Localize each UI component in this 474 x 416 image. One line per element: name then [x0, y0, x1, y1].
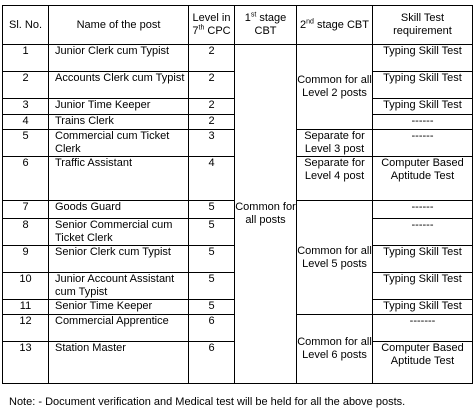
level-cell: 2	[189, 72, 235, 99]
level-cell: 5	[189, 273, 235, 300]
post-cell: Traffic Assistant	[49, 157, 189, 201]
level-cell: 5	[189, 300, 235, 315]
skill-cell: Typing Skill Test	[373, 300, 473, 315]
level-cell: 3	[189, 130, 235, 157]
header-level: Level in 7th CPC	[189, 6, 235, 45]
cbt2-level2-cell: Common for all Level 2 posts	[297, 45, 373, 130]
level-cell: 6	[189, 342, 235, 384]
skill-cell: ------	[373, 130, 473, 157]
cbt2-level3-cell: Separate for Level 3 post	[297, 130, 373, 157]
sl-cell: 6	[3, 157, 49, 201]
cbt1-common-cell: Common for all posts	[235, 45, 297, 384]
post-cell: Goods Guard	[49, 201, 189, 219]
level-cell: 6	[189, 315, 235, 342]
skill-cell: -------	[373, 315, 473, 342]
header-post: Name of the post	[49, 6, 189, 45]
header-cbt2: 2nd stage CBT	[297, 6, 373, 45]
level-cell: 4	[189, 157, 235, 201]
post-cell: Senior Time Keeper	[49, 300, 189, 315]
cbt2-level4-cell: Separate for Level 4 post	[297, 157, 373, 201]
sl-cell: 7	[3, 201, 49, 219]
skill-cell: ------	[373, 115, 473, 130]
table-row	[3, 45, 473, 72]
post-cell: Junior Account Assistant cum Typist	[49, 273, 189, 300]
skill-cell: ------	[373, 219, 473, 246]
sl-cell: 4	[3, 115, 49, 130]
sl-cell: 11	[3, 300, 49, 315]
posts-table	[2, 5, 473, 384]
post-cell: Station Master	[49, 342, 189, 384]
post-cell: Junior Clerk cum Typist	[49, 45, 189, 72]
level-cell: 5	[189, 246, 235, 273]
level-cell: 2	[189, 99, 235, 115]
sl-cell: 1	[3, 45, 49, 72]
skill-cell: Typing Skill Test	[373, 72, 473, 99]
sl-cell: 12	[3, 315, 49, 342]
footnote: Note: - Document verification and Medical test will be held for all the above posts.	[9, 396, 406, 408]
cbt2-level6-cell: Common for all Level 6 posts	[297, 315, 373, 384]
header-row	[3, 6, 473, 45]
post-cell: Trains Clerk	[49, 115, 189, 130]
skill-cell: Typing Skill Test	[373, 273, 473, 300]
skill-cell: Typing Skill Test	[373, 45, 473, 72]
post-cell: Junior Time Keeper	[49, 99, 189, 115]
level-cell: 2	[189, 45, 235, 72]
header-skill: Skill Test requirement	[373, 6, 473, 45]
sl-cell: 8	[3, 219, 49, 246]
sl-cell: 13	[3, 342, 49, 384]
sl-cell: 9	[3, 246, 49, 273]
sl-cell: 2	[3, 72, 49, 99]
header-cbt1: 1st stage CBT	[235, 6, 297, 45]
skill-cell: Typing Skill Test	[373, 99, 473, 115]
post-cell: Commercial cum Ticket Clerk	[49, 130, 189, 157]
level-cell: 5	[189, 201, 235, 219]
header-sl: Sl. No.	[3, 6, 49, 45]
post-cell: Senior Clerk cum Typist	[49, 246, 189, 273]
sl-cell: 10	[3, 273, 49, 300]
level-cell: 2	[189, 115, 235, 130]
sl-cell: 5	[3, 130, 49, 157]
skill-cell: Computer Based Aptitude Test	[373, 157, 473, 201]
post-cell: Senior Commercial cum Ticket Clerk	[49, 219, 189, 246]
level-cell: 5	[189, 219, 235, 246]
skill-cell: ------	[373, 201, 473, 219]
skill-cell: Computer Based Aptitude Test	[373, 342, 473, 384]
skill-cell: Typing Skill Test	[373, 246, 473, 273]
post-cell: Accounts Clerk cum Typist	[49, 72, 189, 99]
sl-cell: 3	[3, 99, 49, 115]
post-cell: Commercial Apprentice	[49, 315, 189, 342]
cbt2-level5-cell: Common for all Level 5 posts	[297, 201, 373, 315]
